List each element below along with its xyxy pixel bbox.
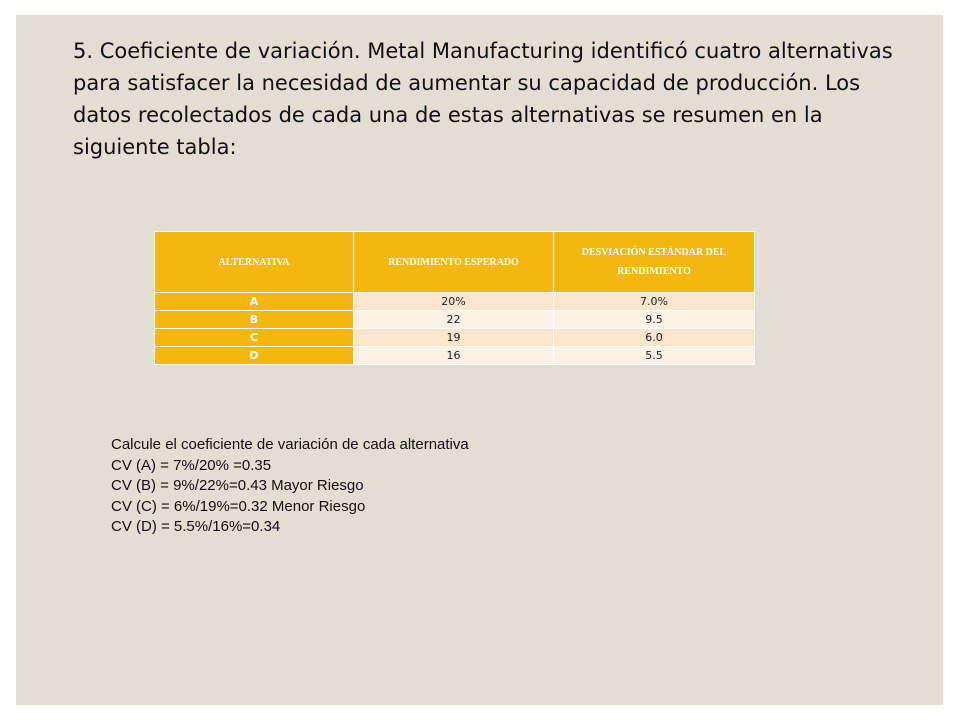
std-dev-cell: 9.5 bbox=[554, 311, 755, 329]
cv-c-line: CV (C) = 6%/19%=0.32 Menor Riesgo bbox=[111, 497, 366, 515]
table-header-row bbox=[155, 232, 755, 293]
problem-statement: 5. Coeficiente de variación. Metal Manufacturing identificó cuatro alternativas para satisfacer la necesidad de aumentar su capacidad de producción. Los datos recolectados de cada una de estas alternativas se resumen en la siguiente tabla: bbox=[73, 39, 893, 159]
cv-d-line: CV (D) = 5.5%/16%=0.34 bbox=[111, 518, 281, 535]
expected-return-cell: 19 bbox=[354, 329, 554, 347]
header-alternativa: ALTERNATIVA bbox=[155, 232, 354, 293]
alternative-cell: C bbox=[155, 329, 354, 347]
alternative-cell: D bbox=[155, 347, 354, 365]
calculation-intro: Calcule el coeficiente de variación de cada alternativa bbox=[111, 436, 469, 453]
table-row bbox=[155, 293, 755, 311]
std-dev-cell: 5.5 bbox=[554, 347, 755, 365]
alternative-cell: B bbox=[155, 311, 354, 329]
expected-return-cell: 16 bbox=[354, 347, 554, 365]
table-row bbox=[155, 311, 755, 329]
table-row bbox=[155, 347, 755, 365]
table-row bbox=[155, 329, 755, 347]
header-desviacion-estandar: DESVIACIÓN ESTÁNDAR DEL RENDIMIENTO bbox=[554, 232, 755, 293]
data-table bbox=[154, 231, 755, 365]
slide bbox=[16, 15, 943, 705]
cv-b-line: CV (B) = 9%/22%=0.43 Mayor Riesgo bbox=[111, 477, 364, 494]
std-dev-cell: 6.0 bbox=[554, 329, 755, 347]
cv-a-line: CV (A) = 7%/20% =0.35 bbox=[111, 456, 272, 474]
alternative-cell: A bbox=[155, 293, 354, 311]
expected-return-cell: 20% bbox=[354, 293, 554, 311]
header-rendimiento-esperado: RENDIMIENTO ESPERADO bbox=[354, 232, 554, 293]
expected-return-cell: 22 bbox=[354, 311, 554, 329]
calculation-block bbox=[111, 435, 469, 538]
std-dev-cell: 7.0% bbox=[554, 293, 755, 311]
